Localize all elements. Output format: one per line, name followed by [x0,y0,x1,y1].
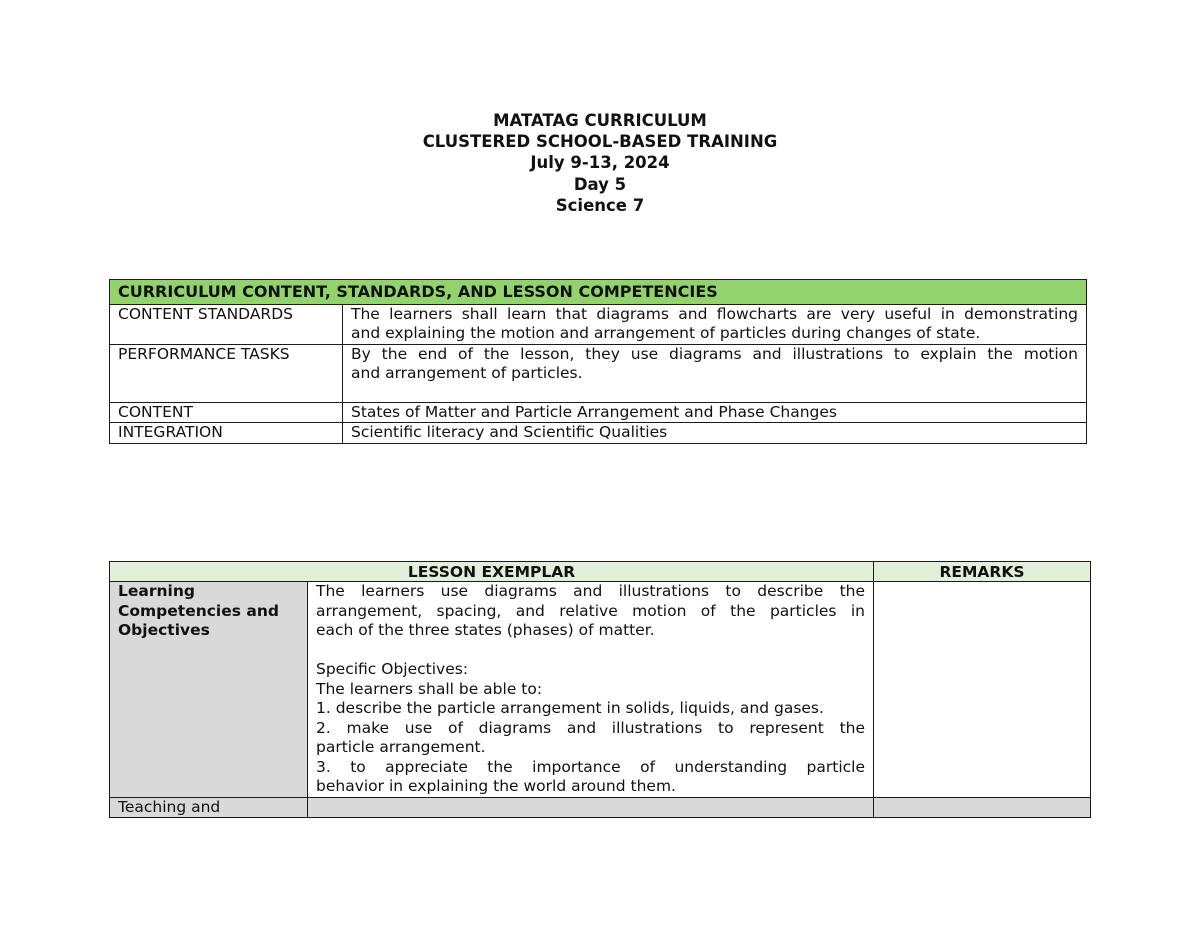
lesson-exemplar-table [109,561,1091,818]
row-label-teaching: Teaching and [110,797,308,817]
table-row [110,304,1087,344]
header-line-curriculum: MATATAG CURRICULUM [493,111,707,130]
text-line: The learners shall be able to: [316,679,543,698]
text-line: arrangement, spacing, and relative motion of the particles in [316,601,866,620]
text-line: and explaining the motion and arrangement of particles during changes of state. [351,324,981,342]
table-title-row [110,280,1087,305]
row-value-integration: Scientific literacy and Scientific Qualities [343,423,1087,444]
curriculum-standards-table [109,279,1087,444]
row-label-content: CONTENT [110,402,343,423]
table-title: CURRICULUM CONTENT, STANDARDS, AND LESSON COMPETENCIES [110,280,1087,305]
table-header-row [110,562,1091,582]
row-label-performance-tasks: PERFORMANCE TASKS [110,344,343,402]
text-line: By the end of the lesson, they use diagrams and illustrations to explain the motion [351,344,1078,363]
table-row [110,582,1091,798]
header-line-training: CLUSTERED SCHOOL-BASED TRAINING [422,132,778,152]
header-line-day: Day 5 [573,174,627,194]
row-value-performance-tasks [343,344,1087,402]
table-row [110,402,1087,423]
row-label-learning-competencies: Learning Competencies and Objectives [110,582,308,798]
table-row [110,423,1087,444]
teaching-cell [308,797,874,817]
objective-line: 1. describe the particle arrangement in solids, liquids, and gases. [316,699,824,717]
row-label-content-standards: CONTENT STANDARDS [110,304,343,344]
remarks-cell [874,582,1091,798]
row-value-content: States of Matter and Particle Arrangement and Phase Changes [343,402,1087,423]
document-header [0,110,1200,216]
spacer [316,641,865,661]
table-row [110,797,1091,817]
text-line: and arrangement of particles. [351,364,583,382]
header-line-date: July 9-13, 2024 [530,153,670,173]
objective-line: behavior in explaining the world around them. [316,777,676,795]
objective-line: particle arrangement. [316,738,486,756]
header-lesson-exemplar: LESSON EXEMPLAR [110,562,874,582]
text-line: The learners use diagrams and illustrations to describe the [316,582,866,600]
teaching-remarks-cell [874,797,1091,817]
objectives-cell [308,582,874,798]
specific-objectives-heading: Specific Objectives: [316,660,469,678]
objective-line: 3. to appreciate the importance of understanding particle [316,757,866,776]
text-line: The learners shall learn that diagrams and flowcharts are very useful in demonstrating [351,304,1078,323]
text-line: each of the three states (phases) of matter. [316,621,655,639]
header-remarks: REMARKS [874,562,1091,582]
row-value-content-standards [343,304,1087,344]
objective-line: 2. make use of diagrams and illustrations to represent the [316,718,866,737]
header-line-subject: Science 7 [555,195,645,215]
table-row [110,344,1087,402]
row-label-integration: INTEGRATION [110,423,343,444]
